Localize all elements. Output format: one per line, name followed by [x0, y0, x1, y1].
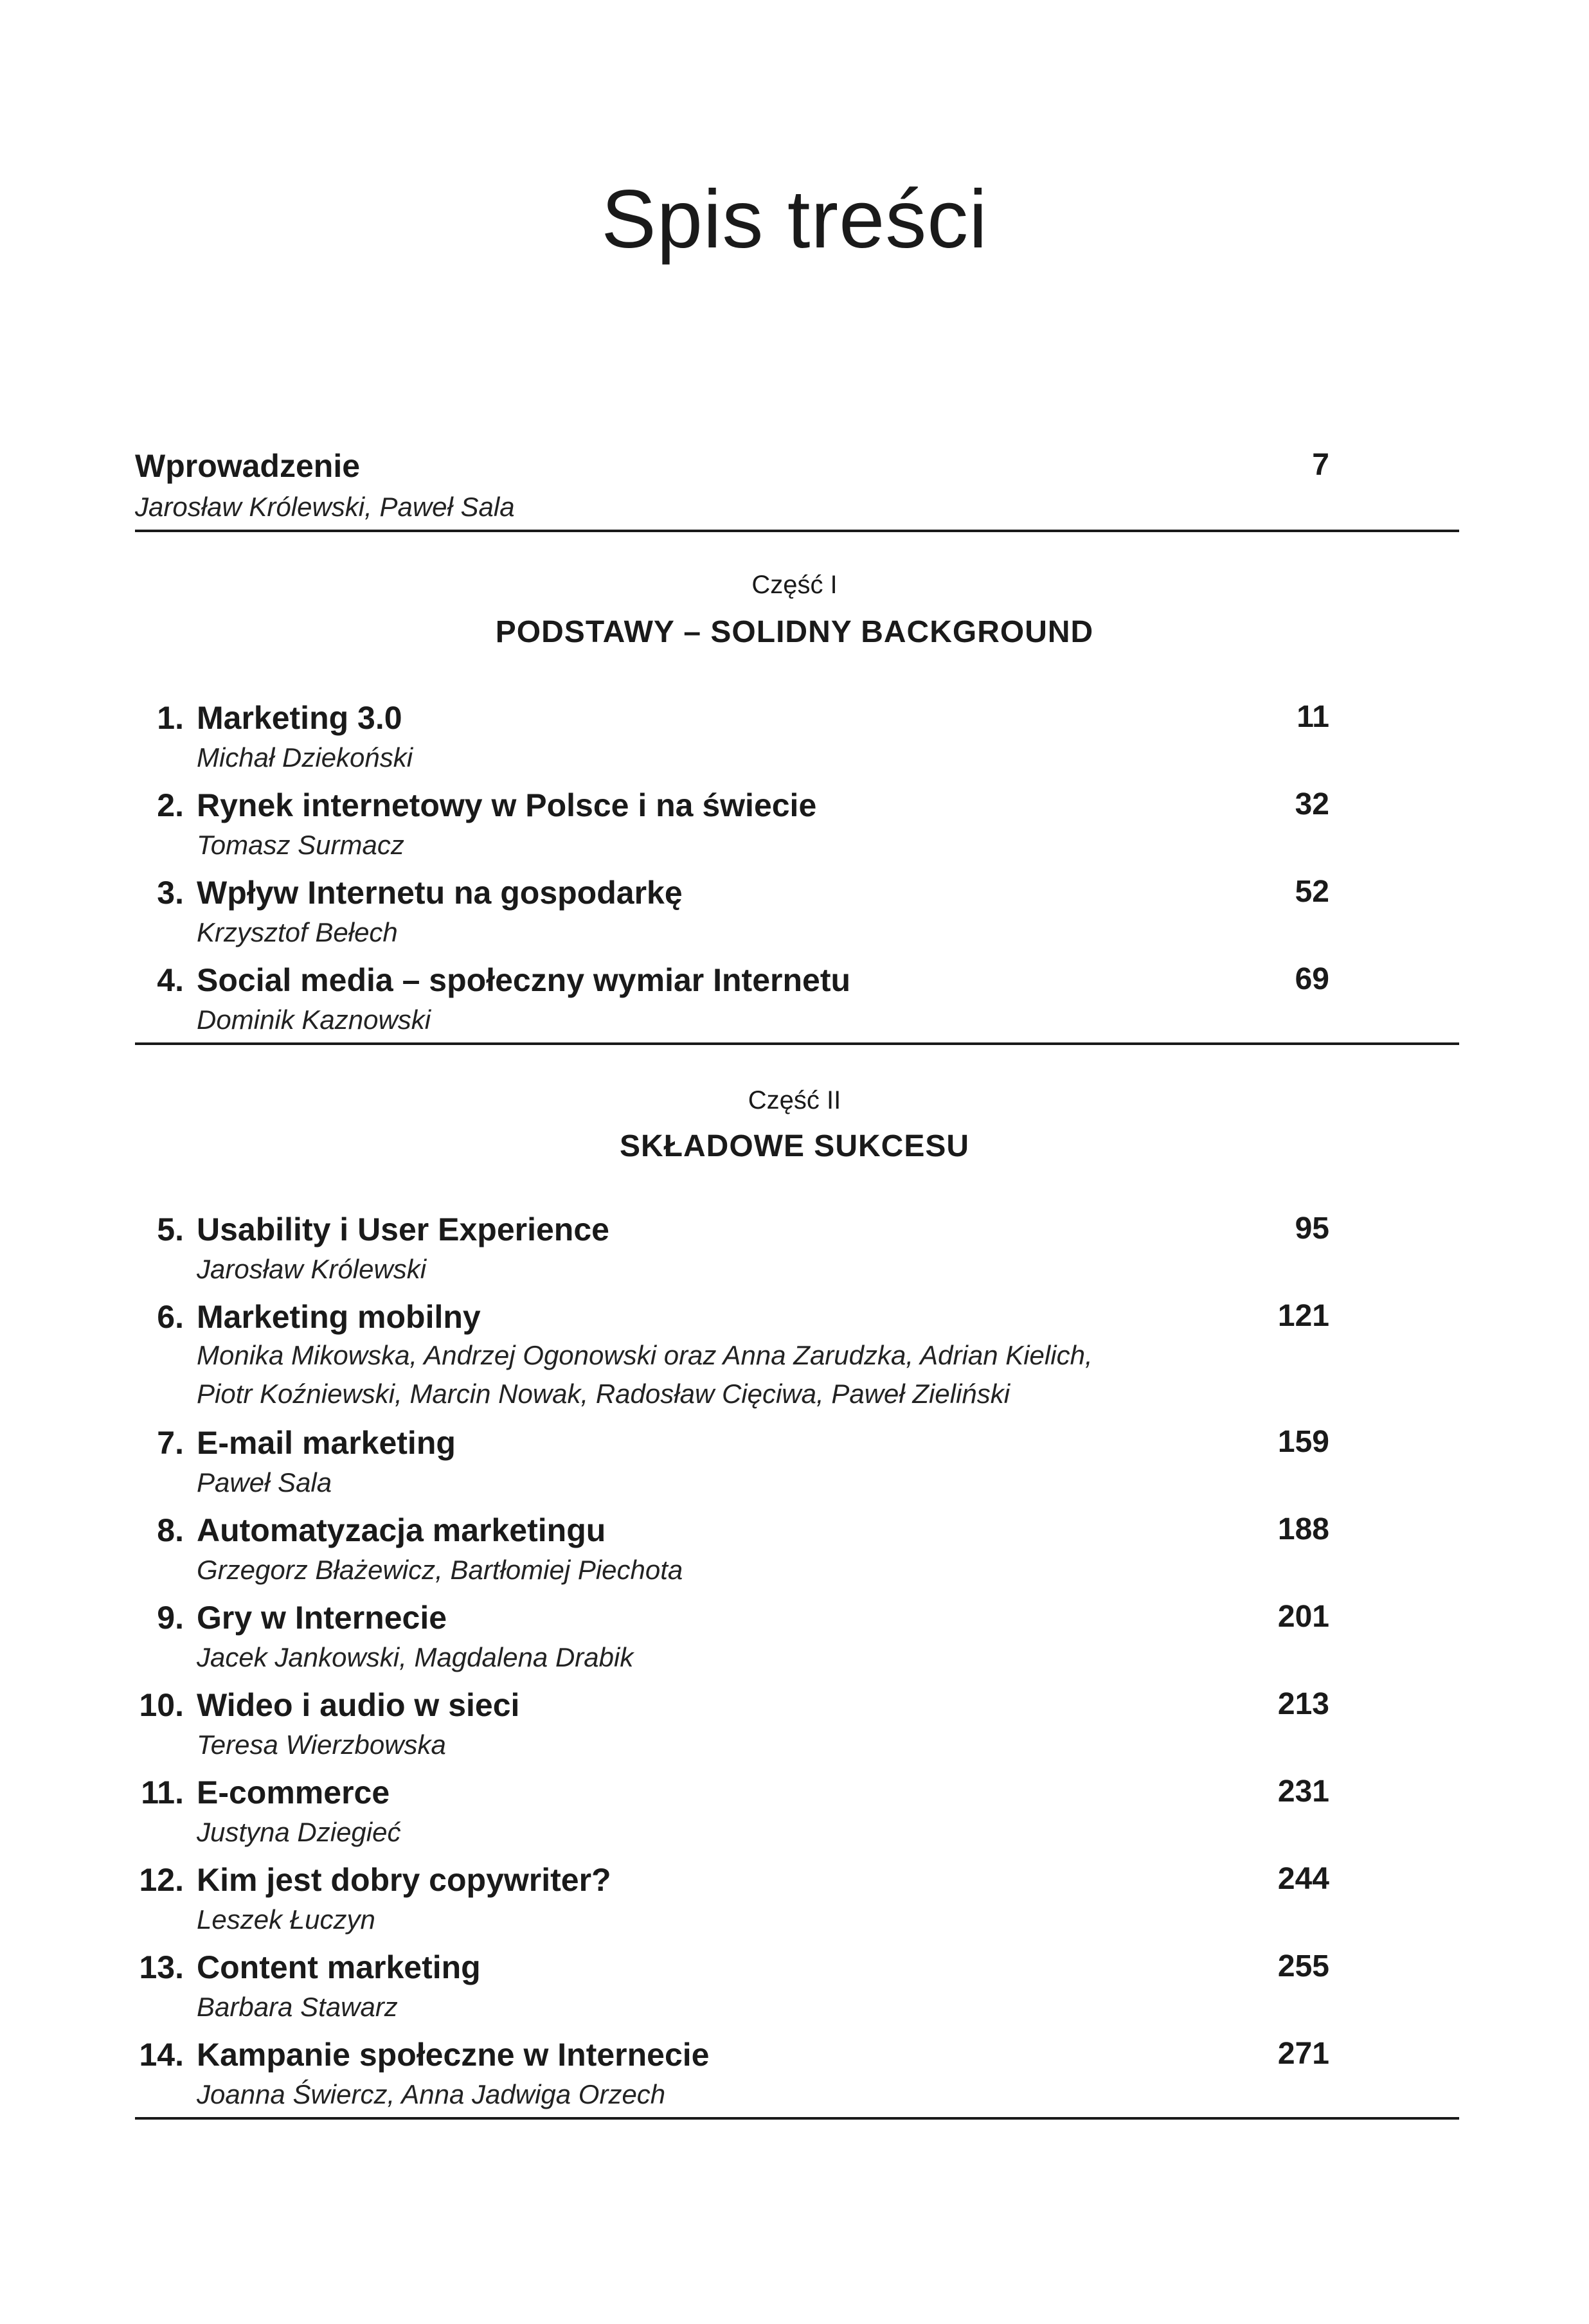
chapter-2-title: Rynek internetowy w Polsce i na świecie	[197, 787, 817, 823]
chapter-13-title: Content marketing	[197, 1949, 481, 1985]
chapter-7-authors: Paweł Sala	[197, 1467, 332, 1497]
chapter-9-number: 9.	[157, 1600, 184, 1636]
chapter-8-authors: Grzegorz Błażewicz, Bartłomiej Piechota	[197, 1555, 683, 1585]
chapter-5-title: Usability i User Experience	[197, 1211, 609, 1247]
chapter-14-page: 271	[1277, 2037, 1329, 2071]
chapter-6-page: 121	[1277, 1299, 1329, 1333]
chapter-1-number: 1.	[157, 700, 184, 736]
intro-title: Wprowadzenie	[135, 448, 361, 484]
chapter-6-authors-line-2: Piotr Koźniewski, Marcin Nowak, Radosław Cięciwa, Paweł Zieliński	[197, 1379, 1010, 1409]
chapter-10-number: 10.	[139, 1687, 184, 1723]
intro-authors: Jarosław Królewski, Paweł Sala	[135, 492, 515, 522]
chapter-1-page: 11	[1297, 700, 1329, 734]
chapter-12-authors: Leszek Łuczyn	[197, 1904, 375, 1935]
chapter-8-number: 8.	[157, 1512, 184, 1548]
chapter-3-number: 3.	[157, 875, 184, 911]
chapter-3-title: Wpływ Internetu na gospodarkę	[197, 875, 683, 911]
chapter-12-title: Kim jest dobry copywriter?	[197, 1862, 611, 1898]
chapter-12-number: 12.	[139, 1862, 184, 1898]
chapter-2-page: 32	[1295, 787, 1329, 821]
chapter-5-page: 95	[1295, 1211, 1329, 1246]
divider-part-1	[135, 1042, 1459, 1045]
chapter-12-page: 244	[1277, 1862, 1329, 1896]
chapter-11-authors: Justyna Dziegieć	[197, 1817, 401, 1847]
chapter-5-number: 5.	[157, 1211, 184, 1247]
chapter-7-page: 159	[1277, 1425, 1329, 1459]
chapter-5-authors: Jarosław Królewski	[197, 1254, 427, 1284]
chapter-10-authors: Teresa Wierzbowska	[197, 1730, 446, 1760]
chapter-14-number: 14.	[139, 2037, 184, 2073]
chapter-4-authors: Dominik Kaznowski	[197, 1005, 431, 1035]
chapter-11-title: E-commerce	[197, 1774, 390, 1810]
chapter-9-authors: Jacek Jankowski, Magdalena Drabik	[197, 1642, 634, 1672]
chapter-4-number: 4.	[157, 962, 184, 998]
part-1-label: Część I	[751, 571, 838, 599]
part-2-title: SKŁADOWE SUKCESU	[619, 1129, 970, 1163]
chapter-11-page: 231	[1277, 1774, 1329, 1809]
chapter-11-number: 11.	[141, 1774, 184, 1810]
chapter-10-page: 213	[1277, 1687, 1329, 1721]
chapter-4-page: 69	[1295, 962, 1329, 996]
divider-part-2	[135, 2117, 1459, 2120]
chapter-9-title: Gry w Internecie	[197, 1600, 447, 1636]
chapter-14-title: Kampanie społeczne w Internecie	[197, 2037, 710, 2073]
chapter-10-title: Wideo i audio w sieci	[197, 1687, 520, 1723]
chapter-2-authors: Tomasz Surmacz	[197, 830, 404, 860]
part-2-label: Część II	[748, 1086, 841, 1114]
chapter-14-authors: Joanna Świercz, Anna Jadwiga Orzech	[197, 2079, 666, 2109]
chapter-3-page: 52	[1295, 875, 1329, 909]
chapter-8-page: 188	[1277, 1512, 1329, 1546]
chapter-1-title: Marketing 3.0	[197, 700, 402, 736]
chapter-6-number: 6.	[157, 1299, 184, 1335]
chapter-3-authors: Krzysztof Bełech	[197, 917, 398, 947]
chapter-13-page: 255	[1277, 1949, 1329, 1983]
chapter-7-title: E-mail marketing	[197, 1425, 456, 1461]
chapter-9-page: 201	[1277, 1600, 1329, 1634]
chapter-6-authors-line-1: Monika Mikowska, Andrzej Ogonowski oraz Anna Zarudzka, Adrian Kielich,	[197, 1340, 1093, 1370]
page-title: Spis treści	[601, 174, 988, 265]
chapter-13-authors: Barbara Stawarz	[197, 1992, 398, 2022]
part-1-title: PODSTAWY – SOLIDNY BACKGROUND	[495, 615, 1094, 649]
divider-intro	[135, 530, 1459, 532]
chapter-7-number: 7.	[157, 1425, 184, 1461]
chapter-1-authors: Michał Dziekoński	[197, 742, 413, 773]
chapter-8-title: Automatyzacja marketingu	[197, 1512, 606, 1548]
chapter-2-number: 2.	[157, 787, 184, 823]
chapter-4-title: Social media – społeczny wymiar Internetu	[197, 962, 851, 998]
intro-page-number: 7	[1312, 448, 1329, 482]
chapter-6-title: Marketing mobilny	[197, 1299, 481, 1335]
chapter-13-number: 13.	[139, 1949, 184, 1985]
